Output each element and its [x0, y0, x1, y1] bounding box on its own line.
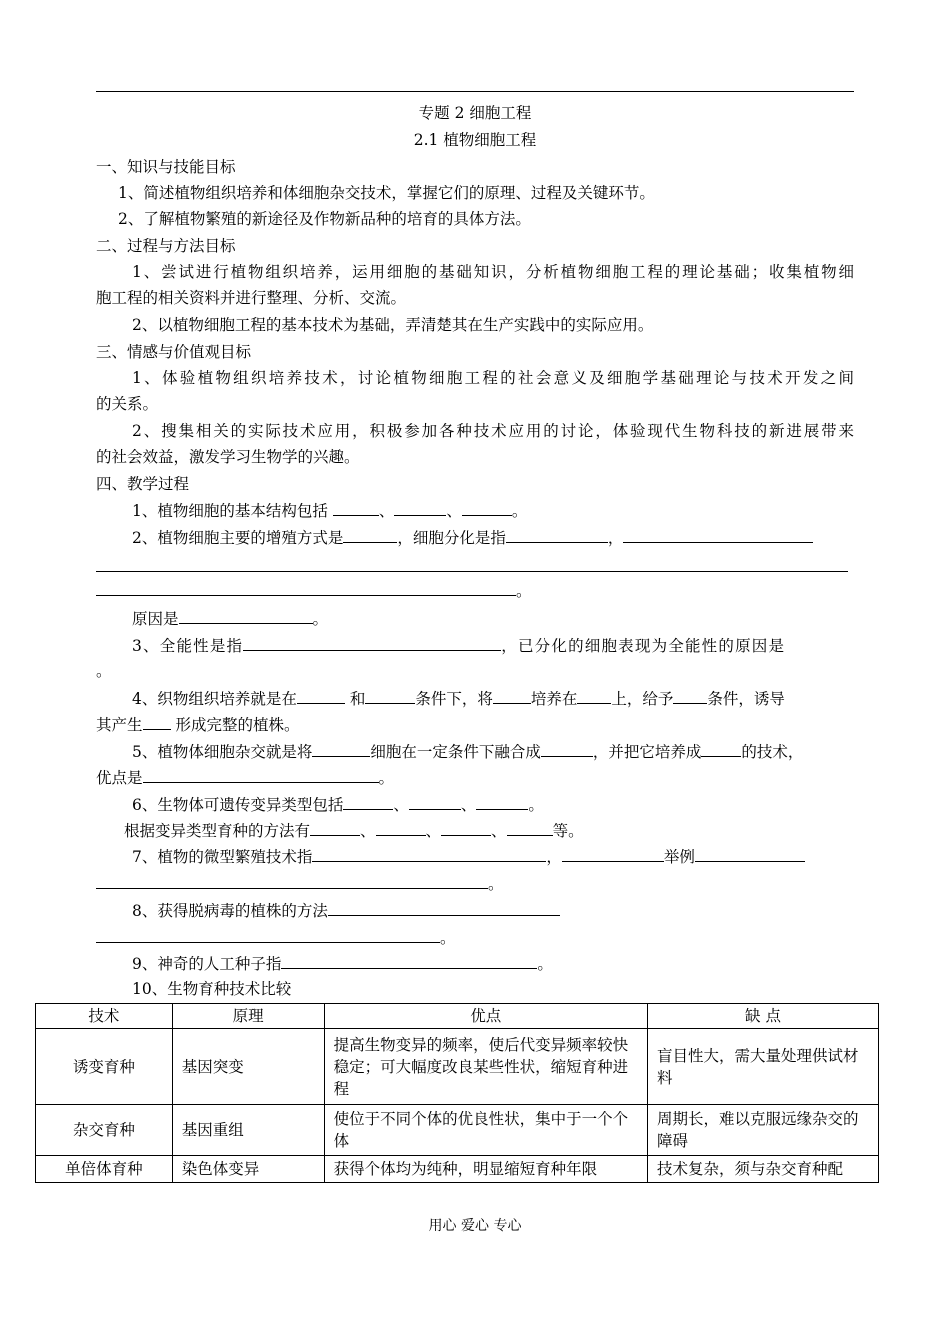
answer-blank[interactable] — [701, 741, 741, 757]
table-row — [36, 1156, 879, 1183]
table-cell: 获得个体均为纯种，明显缩短育种年限 — [324, 1156, 647, 1183]
answer-blank[interactable] — [96, 927, 440, 943]
question-5: 5、植物体细胞杂交就是将 细胞在一定条件下融合成 ，并把它培养成 的技术， — [132, 743, 804, 761]
table-cell: 基因突变 — [172, 1029, 324, 1105]
answer-blank[interactable] — [541, 741, 593, 757]
process-item-1a: 1、尝试进行植物组织培养，运用细胞的基础知识，分析植物细胞工程的理论基础；收集植物细 — [132, 263, 854, 281]
answer-blank[interactable] — [333, 500, 379, 516]
table-cell: 诱变育种 — [36, 1029, 173, 1105]
answer-blank[interactable] — [96, 873, 488, 889]
knowledge-heading: 一、知识与技能目标 — [96, 158, 236, 176]
process-item-1b: 胞工程的相关资料并进行整理、分析、交流。 — [96, 289, 407, 307]
answer-blank[interactable] — [409, 794, 461, 810]
topic-title: 专题 2 细胞工程 — [418, 104, 532, 122]
answer-blank[interactable] — [312, 846, 546, 862]
table-cell: 基因重组 — [172, 1105, 324, 1156]
answer-blank[interactable] — [441, 820, 491, 836]
question-1: 1、植物细胞的基本结构包括 、 、 。 — [132, 502, 528, 520]
table-header-row — [36, 1004, 879, 1029]
question-4-line-2: 其产生 形成完整的植株。 — [96, 716, 300, 734]
answer-blank[interactable] — [143, 714, 171, 730]
table-row — [36, 1029, 879, 1105]
table-header-cell: 缺 点 — [648, 1004, 879, 1029]
emotion-item-2b: 的社会效益，激发学习生物学的兴趣。 — [96, 448, 360, 466]
answer-blank[interactable] — [493, 688, 531, 704]
answer-blank[interactable] — [143, 767, 379, 783]
question-2: 2、植物细胞主要的增殖方式是 ，细胞分化是指 ， — [132, 527, 813, 548]
question-10: 10、生物育种技术比较 — [132, 980, 292, 998]
answer-blank[interactable] — [476, 794, 528, 810]
process-item-2: 2、以植物细胞工程的基本技术为基础，弄清楚其在生产实践中的实际应用。 — [132, 316, 654, 334]
table-cell: 染色体变异 — [172, 1156, 324, 1183]
breeding-comparison-table — [35, 1003, 879, 1183]
page-footer: 用心 爱心 专心 — [428, 1218, 522, 1234]
question-6-breeding-methods: 根据变异类型育种的方法有 、 、 、 等。 — [124, 822, 584, 840]
knowledge-item-1: 1、简述植物组织培养和体细胞杂交技术，掌握它们的原理、过程及关键环节。 — [118, 184, 655, 202]
table-row — [36, 1105, 879, 1156]
question-5-line-2: 优点是 。 — [96, 769, 395, 787]
answer-blank[interactable] — [179, 608, 313, 624]
question-7-line-2: 。 — [96, 873, 504, 894]
answer-blank[interactable] — [365, 688, 415, 704]
answer-blank[interactable] — [507, 820, 553, 836]
knowledge-item-2: 2、了解植物繁殖的新途径及作物新品种的培育的具体方法。 — [118, 210, 531, 228]
answer-blank[interactable] — [376, 820, 426, 836]
table-cell: 盲目性大，需大量处理供试材料 — [648, 1029, 879, 1105]
question-8-line-2: 。 — [96, 927, 456, 948]
answer-blank[interactable] — [462, 500, 512, 516]
table-cell: 提高生物变异的频率，使后代变异频率较快稳定；可大幅度改良某些性状，缩短育种进程 — [324, 1029, 647, 1105]
question-2-line-2 — [96, 556, 848, 577]
answer-blank[interactable] — [577, 688, 611, 704]
table-cell: 杂交育种 — [36, 1105, 173, 1156]
answer-blank[interactable] — [562, 846, 664, 862]
table-cell: 单倍体育种 — [36, 1156, 173, 1183]
section-title: 2.1 植物细胞工程 — [413, 131, 537, 149]
table-cell: 周期长，难以克服远缘杂交的障碍 — [648, 1105, 879, 1156]
emotion-item-2a: 2、搜集相关的实际技术应用，积极参加各种技术应用的讨论，体验现代生物科技的新进展带来 — [132, 422, 854, 440]
answer-blank[interactable] — [673, 688, 707, 704]
answer-blank[interactable] — [96, 556, 848, 572]
answer-blank[interactable] — [343, 527, 397, 543]
answer-blank[interactable] — [623, 527, 813, 543]
answer-blank[interactable] — [695, 846, 805, 862]
question-2-reason: 原因是 。 — [132, 610, 329, 628]
table-header-cell: 优点 — [324, 1004, 647, 1029]
table-header-cell: 原理 — [172, 1004, 324, 1029]
question-4: 4、织物组织培养就是在 和 条件下，将 培养在 上，给予 条件，诱导 — [132, 690, 785, 708]
answer-blank[interactable] — [328, 900, 560, 916]
emotion-item-1b: 的关系。 — [96, 395, 159, 413]
answer-blank[interactable] — [310, 820, 360, 836]
question-2-line-3: 。 — [96, 580, 532, 601]
answer-blank[interactable] — [297, 688, 345, 704]
answer-blank[interactable] — [343, 794, 393, 810]
question-8: 8、获得脱病毒的植株的方法 — [132, 900, 560, 921]
teaching-process-heading: 四、教学过程 — [96, 475, 190, 493]
header-rule — [96, 91, 854, 92]
emotion-item-1a: 1、体验植物组织培养技术，讨论植物细胞工程的社会意义及细胞学基础理论与技术开发之间 — [132, 369, 854, 387]
table-cell: 使位于不同个体的优良性状，集中于一个个体 — [324, 1105, 647, 1156]
process-heading: 二、过程与方法目标 — [96, 237, 236, 255]
answer-blank[interactable] — [506, 527, 608, 543]
answer-blank[interactable] — [96, 580, 516, 596]
answer-blank[interactable] — [312, 741, 370, 757]
question-3-end: 。 — [96, 662, 112, 680]
question-7: 7、植物的微型繁殖技术指 ， 举例 — [132, 846, 805, 867]
question-6: 6、生物体可遗传变异类型包括 、 、 。 — [132, 796, 544, 814]
question-9: 9、神奇的人工种子指 。 — [132, 955, 553, 973]
question-3: 3、全能性是指 ，已分化的细胞表现为全能性的原因是 — [132, 637, 786, 655]
answer-blank[interactable] — [281, 953, 537, 969]
emotion-heading: 三、情感与价值观目标 — [96, 343, 252, 361]
table-header-cell: 技术 — [36, 1004, 173, 1029]
answer-blank[interactable] — [394, 500, 446, 516]
answer-blank[interactable] — [243, 635, 501, 651]
table-cell: 技术复杂，须与杂交育种配 — [648, 1156, 879, 1183]
